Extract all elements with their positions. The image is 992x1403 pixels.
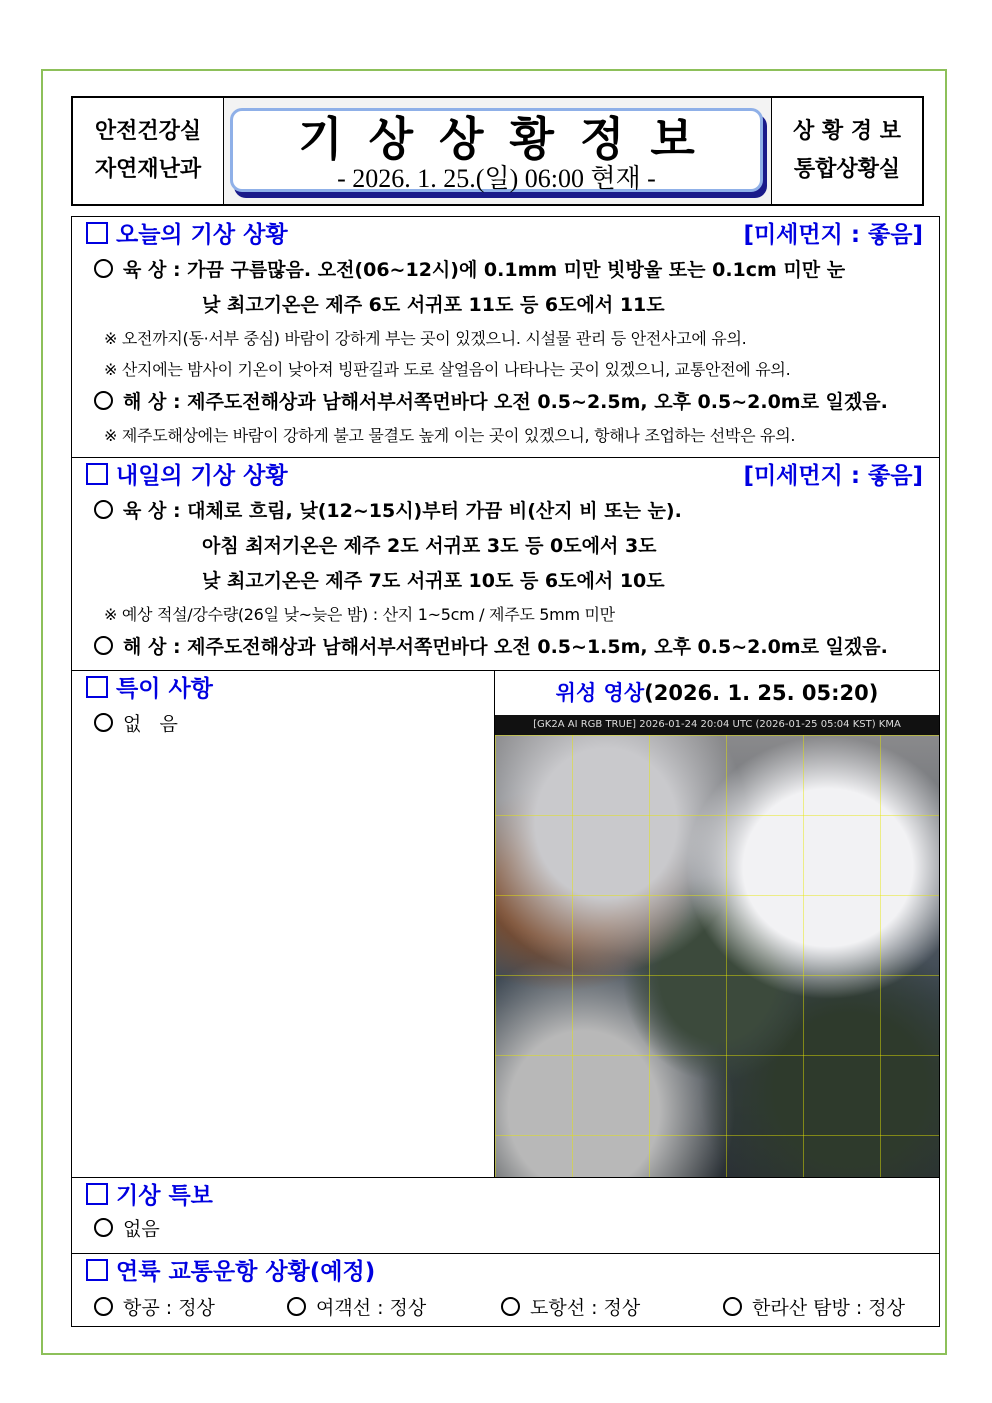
text: 해 상 : 제주도전해상과 남해서부서쪽먼바다 오전 0.5~1.5m, 오후 0.5~2.0m로 일겠음.	[123, 636, 888, 658]
checkbox-icon	[86, 463, 108, 485]
circle-bullet-icon	[94, 259, 113, 278]
text: 육 상 : 가끔 구름많음. 오전(06~12시)에 0.1mm 미만 빗방울 또는 0.1cm 미만 눈	[123, 259, 846, 281]
header-right	[772, 98, 922, 204]
sea-forecast	[72, 630, 939, 665]
land-forecast	[72, 494, 939, 529]
lat-lon-grid	[495, 735, 939, 1177]
office-2: 통합상황실	[793, 157, 901, 182]
fine-dust-status: [미세먼지 : 좋음]	[743, 222, 923, 248]
land-forecast	[72, 253, 939, 288]
satellite-title	[495, 671, 939, 715]
section-header	[72, 217, 939, 253]
max-temperature: 낮 최고기온은 제주 7도 서귀포 10도 등 6도에서 10도	[202, 570, 665, 592]
section-header	[72, 458, 939, 494]
satellite-panel	[494, 671, 939, 1177]
title-area	[223, 98, 772, 204]
checkbox-icon	[86, 1259, 108, 1281]
title: 위성 영상	[555, 681, 645, 705]
circle-bullet-icon	[94, 713, 113, 732]
office-1: 상 황 경 보	[793, 119, 901, 144]
circle-bullet-icon	[94, 1297, 113, 1316]
transport-item	[723, 1290, 905, 1326]
tomorrow-section	[72, 458, 939, 671]
circle-bullet-icon	[723, 1297, 742, 1316]
land-temperature: 낮 최고기온은 제주 6도 서귀포 11도 등 6도에서 11도	[202, 294, 665, 316]
text: 항공 : 정상	[123, 1297, 215, 1319]
text: 없 음	[123, 713, 178, 735]
transport-item	[94, 1290, 287, 1326]
header	[71, 96, 924, 206]
transport-item	[287, 1290, 501, 1326]
satellite-caption: [GK2A AI RGB TRUE] 2026-01-24 20:04 UTC (2026-01-25 05:04 KST) KMA	[495, 715, 939, 735]
circle-bullet-icon	[94, 1218, 113, 1237]
transport-item	[501, 1290, 723, 1326]
note: ※ 산지에는 밤사이 기온이 낮아져 빙판길과 도로 살얼음이 나타나는 곳이 있겠으니, 교통안전에 유의.	[104, 360, 791, 379]
section-title: 기상 특보	[116, 1183, 213, 1209]
text: 여객선 : 정상	[316, 1297, 427, 1319]
section-header	[72, 1254, 939, 1290]
section-title: 내일의 기상 상황	[116, 463, 288, 489]
text: 없음	[123, 1218, 160, 1240]
note: ※ 제주도해상에는 바람이 강하게 불고 물결도 높게 이는 곳이 있겠으니, 항해나 조업하는 선박은 유의.	[104, 426, 796, 445]
min-temperature: 아침 최저기온은 제주 2도 서귀포 3도 등 0도에서 3도	[202, 535, 657, 557]
special-section	[72, 671, 939, 1178]
circle-bullet-icon	[501, 1297, 520, 1316]
transport-section	[72, 1254, 939, 1326]
section-title: 특이 사항	[116, 676, 213, 702]
section-header	[72, 1178, 939, 1214]
checkbox-icon	[86, 1183, 108, 1205]
dept-1: 안전건강실	[94, 119, 202, 144]
section-title: 연륙 교통운항 상황(예정)	[116, 1259, 376, 1285]
warning-section	[72, 1178, 939, 1254]
today-section	[72, 217, 939, 458]
page-title: 기상상황정보	[298, 112, 721, 166]
satellite-image	[495, 735, 939, 1177]
title-banner	[230, 108, 763, 192]
sea-forecast	[72, 385, 939, 420]
text: 육 상 : 대체로 흐림, 낮(12~15시)부터 가끔 비(산지 비 또는 눈).	[123, 500, 682, 522]
checkbox-icon	[86, 676, 108, 698]
dept-2: 자연재난과	[94, 157, 202, 182]
text: 한라산 탐방 : 정상	[752, 1297, 905, 1319]
circle-bullet-icon	[94, 391, 113, 410]
header-left	[73, 98, 223, 204]
note: ※ 예상 적설/강수량(26일 낮~늦은 밤) : 산지 1~5cm / 제주도 5mm 미만	[104, 605, 615, 624]
satellite-time: (2026. 1. 25. 05:20)	[644, 681, 879, 705]
warning-item	[72, 1214, 939, 1244]
text: 도항선 : 정상	[530, 1297, 641, 1319]
section-title: 오늘의 기상 상황	[116, 222, 288, 248]
circle-bullet-icon	[94, 500, 113, 519]
note: ※ 오전까지(동·서부 중심) 바람이 강하게 부는 곳이 있겠으니. 시설물 관리 등 안전사고에 유의.	[104, 329, 747, 348]
fine-dust-status: [미세먼지 : 좋음]	[743, 463, 923, 489]
report-body	[71, 216, 940, 1327]
circle-bullet-icon	[287, 1297, 306, 1316]
transport-list	[72, 1290, 939, 1326]
circle-bullet-icon	[94, 636, 113, 655]
checkbox-icon	[86, 222, 108, 244]
text: 해 상 : 제주도전해상과 남해서부서쪽먼바다 오전 0.5~2.5m, 오후 0.5~2.0m로 일겠음.	[123, 391, 888, 413]
report-date: - 2026. 1. 25.(일) 06:00 현재 -	[337, 164, 656, 193]
